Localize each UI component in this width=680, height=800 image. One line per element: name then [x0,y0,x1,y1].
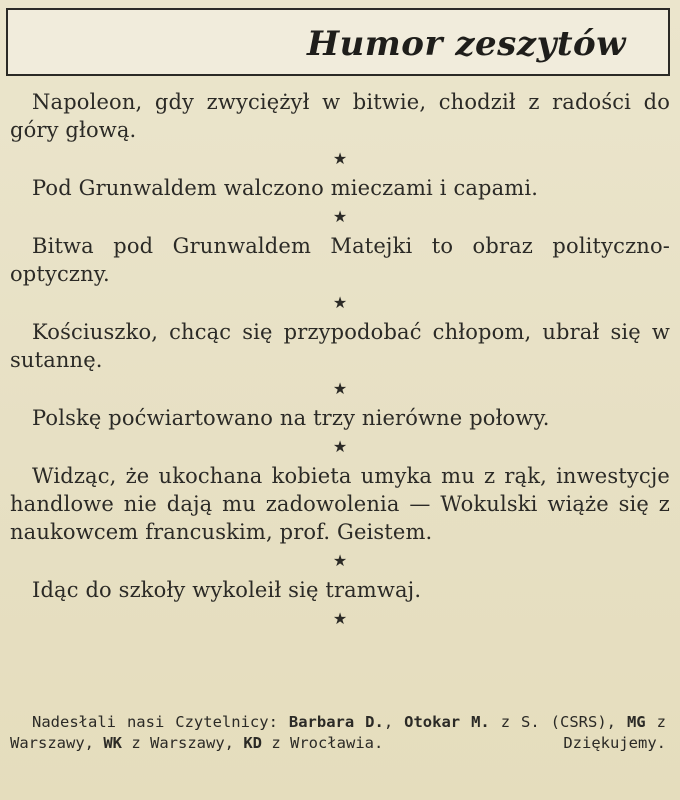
star-separator: ★ [332,551,348,570]
joke-text: Kościuszko, chcąc się przypodobać chłopom, ubrał się w sutannę. [10,320,670,372]
jokes-list [10,88,670,634]
joke-1 [10,88,670,144]
joke-text: Pod Grunwaldem walczono mieczami i capami. [32,176,539,200]
joke-7 [10,576,670,604]
joke-text: Widząc, że ukochana kobieta umyka mu z rąk, inwestycje handlowe nie dają mu zadowolenia — Wokulski wiąże się z naukowcem francuskim, prof. Geistem. [10,464,670,544]
star-separator: ★ [332,293,348,312]
page-title: Humor zeszytów [306,24,626,64]
joke-text: Idąc do szkoły wykoleił się tramwaj. [32,578,422,602]
credit-suffix: , [383,713,394,731]
credit-name: MG [626,713,646,731]
joke-5 [10,404,670,432]
thanks-text: Dziękujemy. [563,734,666,752]
credit-suffix: z Wrocławia. [262,734,384,752]
star-separator: ★ [332,207,348,226]
joke-text: Polskę poćwiartowano na trzy nierówne połowy. [32,406,550,430]
star-separator: ★ [332,379,348,398]
credit-name: Otokar M. [404,713,490,731]
credit-name: KD [243,734,263,752]
credit-suffix: z Warszawy, [122,734,234,752]
credit-suffix: z Warszawy, [10,713,666,752]
header-box [6,8,670,76]
joke-4 [10,318,670,374]
star-separator: ★ [332,609,348,628]
credit-suffix: z S. (CSRS), [489,713,616,731]
joke-2 [10,174,670,202]
joke-text: Napoleon, gdy zwyciężył w bitwie, chodził z radości do góry głową. [10,90,670,142]
joke-text: Bitwa pod Grunwaldem Matejki to obraz polityczno-optyczny. [10,234,670,286]
credit-name: WK [103,734,123,752]
credit-name: Barbara D. [288,713,384,731]
credits-intro: Nadesłali nasi Czytelnicy: [32,713,278,731]
joke-3 [10,232,670,288]
credits [10,712,666,754]
star-separator: ★ [332,149,348,168]
star-separator: ★ [332,437,348,456]
joke-6 [10,462,670,546]
